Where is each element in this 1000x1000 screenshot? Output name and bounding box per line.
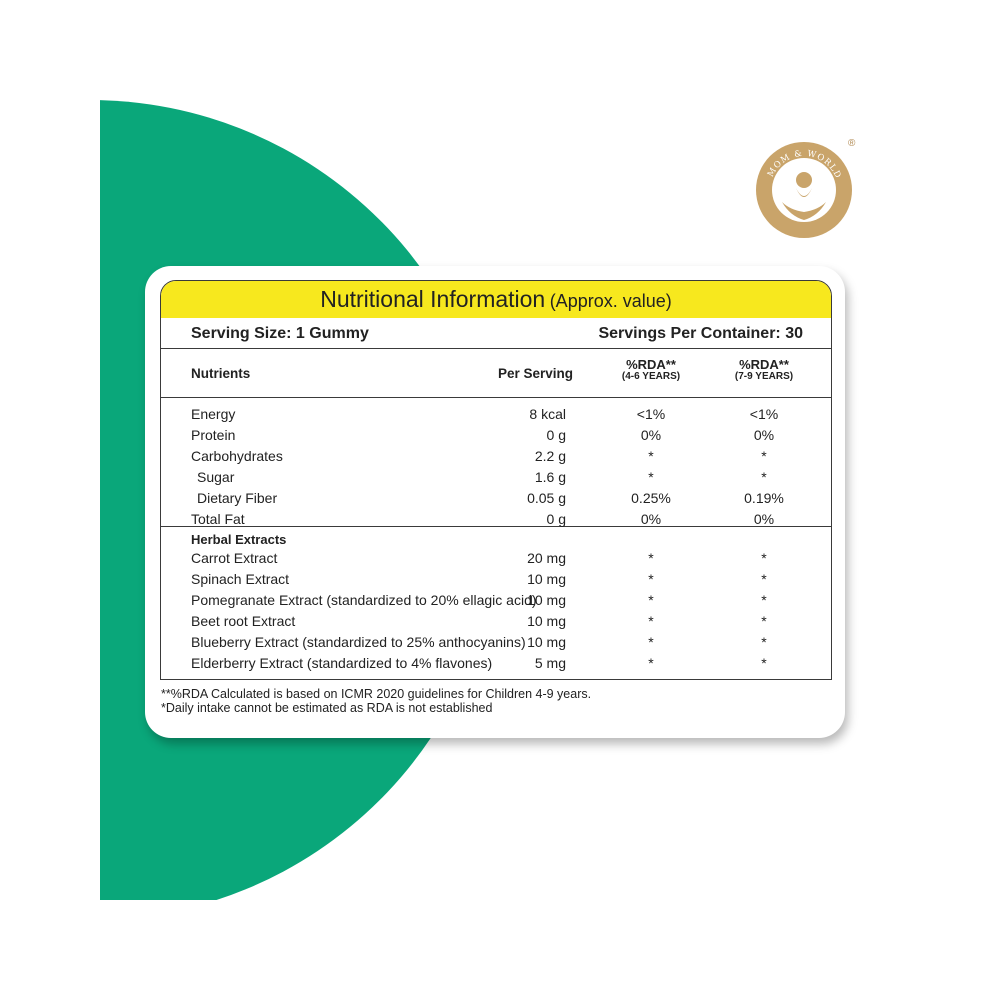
rda1-value: * <box>648 634 654 650</box>
per-serving-value: 5 mg <box>534 655 566 671</box>
extract-name: Elderberry Extract (standardized to 4% flavones) <box>191 655 493 671</box>
extract-name: Carrot Extract <box>191 550 278 566</box>
rda2-value: <1% <box>749 406 779 422</box>
nutrition-card <box>145 266 845 738</box>
rda2-value: 0% <box>753 427 775 443</box>
header-rda-7-9 <box>714 359 814 383</box>
nutrient-name: Protein <box>191 427 236 443</box>
panel-title: Nutritional Information <box>320 286 546 312</box>
footnote-daily-intake: *Daily intake cannot be estimated as RDA is not established <box>161 701 493 715</box>
per-serving-value: 0 g <box>546 427 566 443</box>
nutrients-section <box>161 398 831 527</box>
rda1-value: * <box>648 655 654 671</box>
nutrient-name: Sugar <box>197 469 235 485</box>
extract-name: Pomegranate Extract (standardized to 20% ellagic acid) <box>191 592 537 608</box>
rda1-value: 0.25% <box>631 490 671 506</box>
extract-name: Beet root Extract <box>191 613 296 629</box>
rda2-value: 0% <box>753 511 775 527</box>
logo-head-icon <box>796 172 812 188</box>
table-row <box>161 487 831 508</box>
herbal-heading: Herbal Extracts <box>191 532 287 547</box>
table-row <box>161 508 831 529</box>
registered-mark: ® <box>848 138 856 149</box>
rda1-value: 0% <box>640 427 662 443</box>
header-rda-4-6 <box>601 359 701 383</box>
per-serving-value: 20 mg <box>527 550 566 566</box>
table-row <box>161 424 831 445</box>
header-row <box>161 349 831 398</box>
rda1-value: * <box>648 592 654 608</box>
table-row <box>161 610 831 631</box>
rda2-value: * <box>761 613 767 629</box>
rda2-value: * <box>761 448 767 464</box>
mom-and-world-logo <box>752 132 862 242</box>
servings-per-container: Servings Per Container: 30 <box>598 325 803 342</box>
per-serving-value: 0.05 g <box>527 490 566 506</box>
rda2-value: * <box>761 469 767 485</box>
rda2-value: * <box>761 655 767 671</box>
per-serving-value: 10 mg <box>527 571 566 587</box>
per-serving-value: 10 mg <box>527 613 566 629</box>
rda2-value: * <box>761 550 767 566</box>
per-serving-value: 10 mg <box>527 592 566 608</box>
rda2-sub: (7-9 YEARS) <box>734 371 794 382</box>
table-row <box>161 652 831 673</box>
rda1-value: * <box>648 571 654 587</box>
nutrition-panel <box>160 280 832 680</box>
nutrient-name: Total Fat <box>191 511 245 527</box>
serving-row <box>161 318 831 349</box>
per-serving-value: 8 kcal <box>529 406 566 422</box>
header-per-serving: Per Serving <box>498 366 574 381</box>
rda1-label: %RDA** <box>626 357 676 372</box>
rda1-sub: (4-6 YEARS) <box>621 371 681 382</box>
table-row <box>161 445 831 466</box>
title-bar <box>161 281 831 318</box>
rda1-value: * <box>648 613 654 629</box>
logo-arc-text: MOM & WORLD <box>765 148 843 181</box>
table-row <box>161 547 831 568</box>
per-serving-value: 10 mg <box>527 634 566 650</box>
rda1-value: * <box>648 448 654 464</box>
footnotes <box>161 687 591 715</box>
per-serving-value: 1.6 g <box>534 469 566 485</box>
header-nutrients: Nutrients <box>191 366 251 381</box>
nutrient-name: Dietary Fiber <box>197 490 278 506</box>
rda1-value: 0% <box>640 511 662 527</box>
extract-name: Spinach Extract <box>191 571 290 587</box>
table-row <box>161 466 831 487</box>
per-serving-value: 2.2 g <box>534 448 566 464</box>
nutrient-name: Energy <box>191 406 236 422</box>
panel-title-note: (Approx. value) <box>549 291 672 311</box>
rda2-label: %RDA** <box>739 357 789 372</box>
table-row <box>161 403 831 424</box>
extract-name: Blueberry Extract (standardized to 25% anthocyanins) <box>191 634 526 650</box>
rda2-value: 0.19% <box>744 490 784 506</box>
table-row <box>161 589 831 610</box>
rda2-value: * <box>761 571 767 587</box>
serving-size: Serving Size: 1 Gummy <box>191 325 369 342</box>
table-row <box>161 568 831 589</box>
per-serving-value: 0 g <box>546 511 566 527</box>
herbal-section <box>161 527 831 677</box>
rda2-value: * <box>761 592 767 608</box>
rda2-value: * <box>761 634 767 650</box>
rda1-value: * <box>648 550 654 566</box>
footnote-rda: **%RDA Calculated is based on ICMR 2020 guidelines for Children 4-9 years. <box>161 687 592 701</box>
nutrient-name: Carbohydrates <box>191 448 283 464</box>
table-row <box>161 631 831 652</box>
rda1-value: <1% <box>636 406 666 422</box>
rda1-value: * <box>648 469 654 485</box>
